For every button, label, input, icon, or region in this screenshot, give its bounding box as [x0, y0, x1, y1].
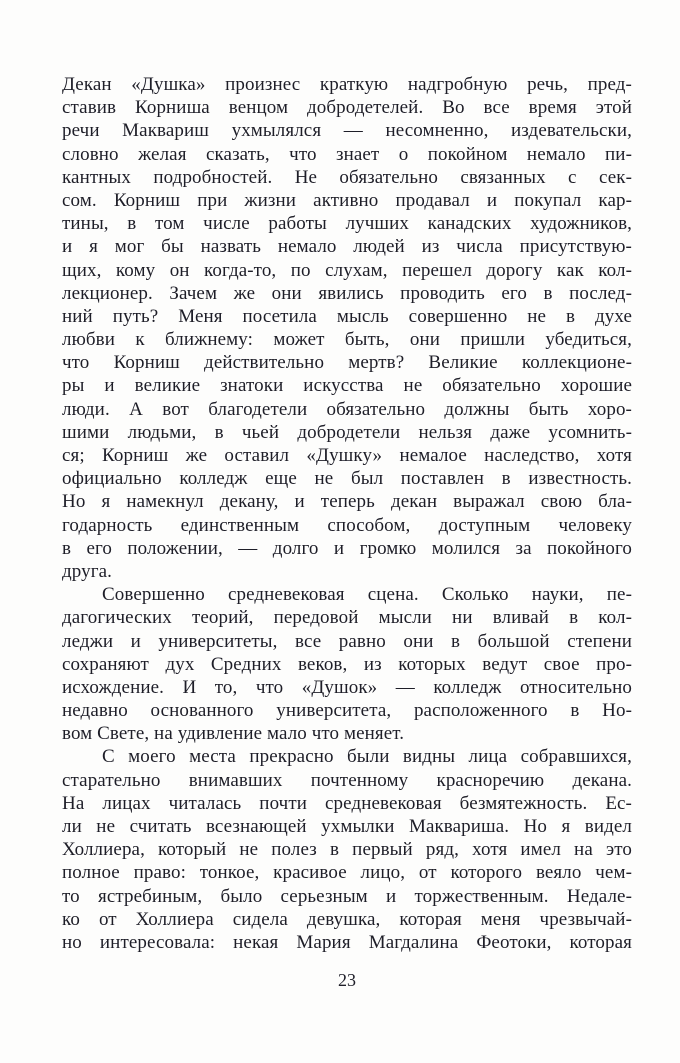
text-line: сом. Корниш при жизни активно продавал и покупал кар-	[62, 189, 632, 211]
text-line: ний путь? Меня посетила мысль совершенно не в духе	[62, 305, 632, 327]
text-line: Совершенно средневековая сцена. Сколько науки, пе-	[102, 584, 632, 606]
text-line: дагогических теорий, передовой мысли ни вливай в кол-	[62, 607, 632, 629]
text-line: годарность единственным способом, доступным человеку	[62, 514, 632, 536]
text-line: недавно основанного университета, расположенного в Но-	[62, 700, 632, 722]
text-line: ли не считать всезнающей ухмылки Маквариша. Но я видел	[62, 816, 632, 837]
text-line: в его положении, — долго и громко молился за покойного	[62, 537, 632, 559]
text-line: Декан «Душка» произнес краткую надгробную речь, пред-	[62, 74, 632, 95]
text-line: то ястребиным, было серьезным и торжественным. Недале-	[62, 885, 632, 907]
text-line: словно желая сказать, что знает о покойном немало пи-	[62, 143, 632, 165]
text-line: и я мог бы назвать немало людей из числа присутствую-	[62, 236, 632, 258]
text-line: ставив Корниша венцом добродетелей. Во все время этой	[62, 97, 632, 119]
text-line: С моего места прекрасно были видны лица собравшихся,	[102, 746, 632, 768]
text-line: ко от Холлиера сидела девушка, которая меня чрезвычай-	[62, 908, 632, 930]
text-line: исхождение. И то, что «Душок» — колледж относительно	[62, 676, 632, 698]
text-line: вом Свете, на удивление мало что меняет.	[62, 723, 405, 745]
text-line: щих, кому он когда-то, по слухам, перешел дорогу как кол-	[62, 259, 632, 281]
text-line: Холлиера, который не полез в первый ряд, хотя имел на это	[62, 839, 632, 861]
text-line: официально колледж еще не был поставлен в известность.	[62, 468, 632, 490]
text-line: полное право: тонкое, красивое лицо, от которого веяло чем-	[62, 862, 632, 884]
text-line: кантных подробностей. Не обязательно связанных с сек-	[62, 166, 632, 188]
text-line: Но я намекнул декану, и теперь декан выражал свою бла-	[62, 491, 632, 513]
text-line: леджи и университеты, все равно они в большой степени	[62, 630, 632, 652]
page-number: 23	[338, 970, 356, 990]
text-line: люди. А вот благодетели обязательно должны быть хоро-	[62, 398, 632, 420]
text-block	[62, 73, 632, 954]
text-line: речи Маквариш ухмылялся — несомненно, издевательски,	[62, 120, 632, 142]
text-line: но интересовала: некая Мария Магдалина Феотоки, которая	[62, 931, 632, 953]
text-line: тины, в том числе работы лучших канадских художников,	[62, 213, 632, 235]
text-line: лекционер. Зачем же они явились проводить его в послед-	[62, 282, 632, 304]
text-line: шими людьми, в чьей добродетели нельзя даже усомнить-	[62, 421, 632, 443]
text-line: что Корниш действительно мертв? Великие коллекционе-	[62, 352, 632, 374]
text-line: На лицах читалась почти средневековая безмятежность. Ес-	[62, 792, 632, 814]
text-line: сохраняют дух Средних веков, из которых ведут свое про-	[62, 653, 632, 675]
text-line: ры и великие знатоки искусства не обязательно хорошие	[62, 375, 632, 397]
text-line: старательно внимавших почтенному красноречию декана.	[62, 769, 632, 791]
text-line: любви к ближнему: может быть, они пришли убедиться,	[62, 329, 632, 351]
text-line: ся; Корниш же оставил «Душку» немалое наследство, хотя	[62, 445, 632, 466]
text-line: друга.	[62, 560, 112, 582]
